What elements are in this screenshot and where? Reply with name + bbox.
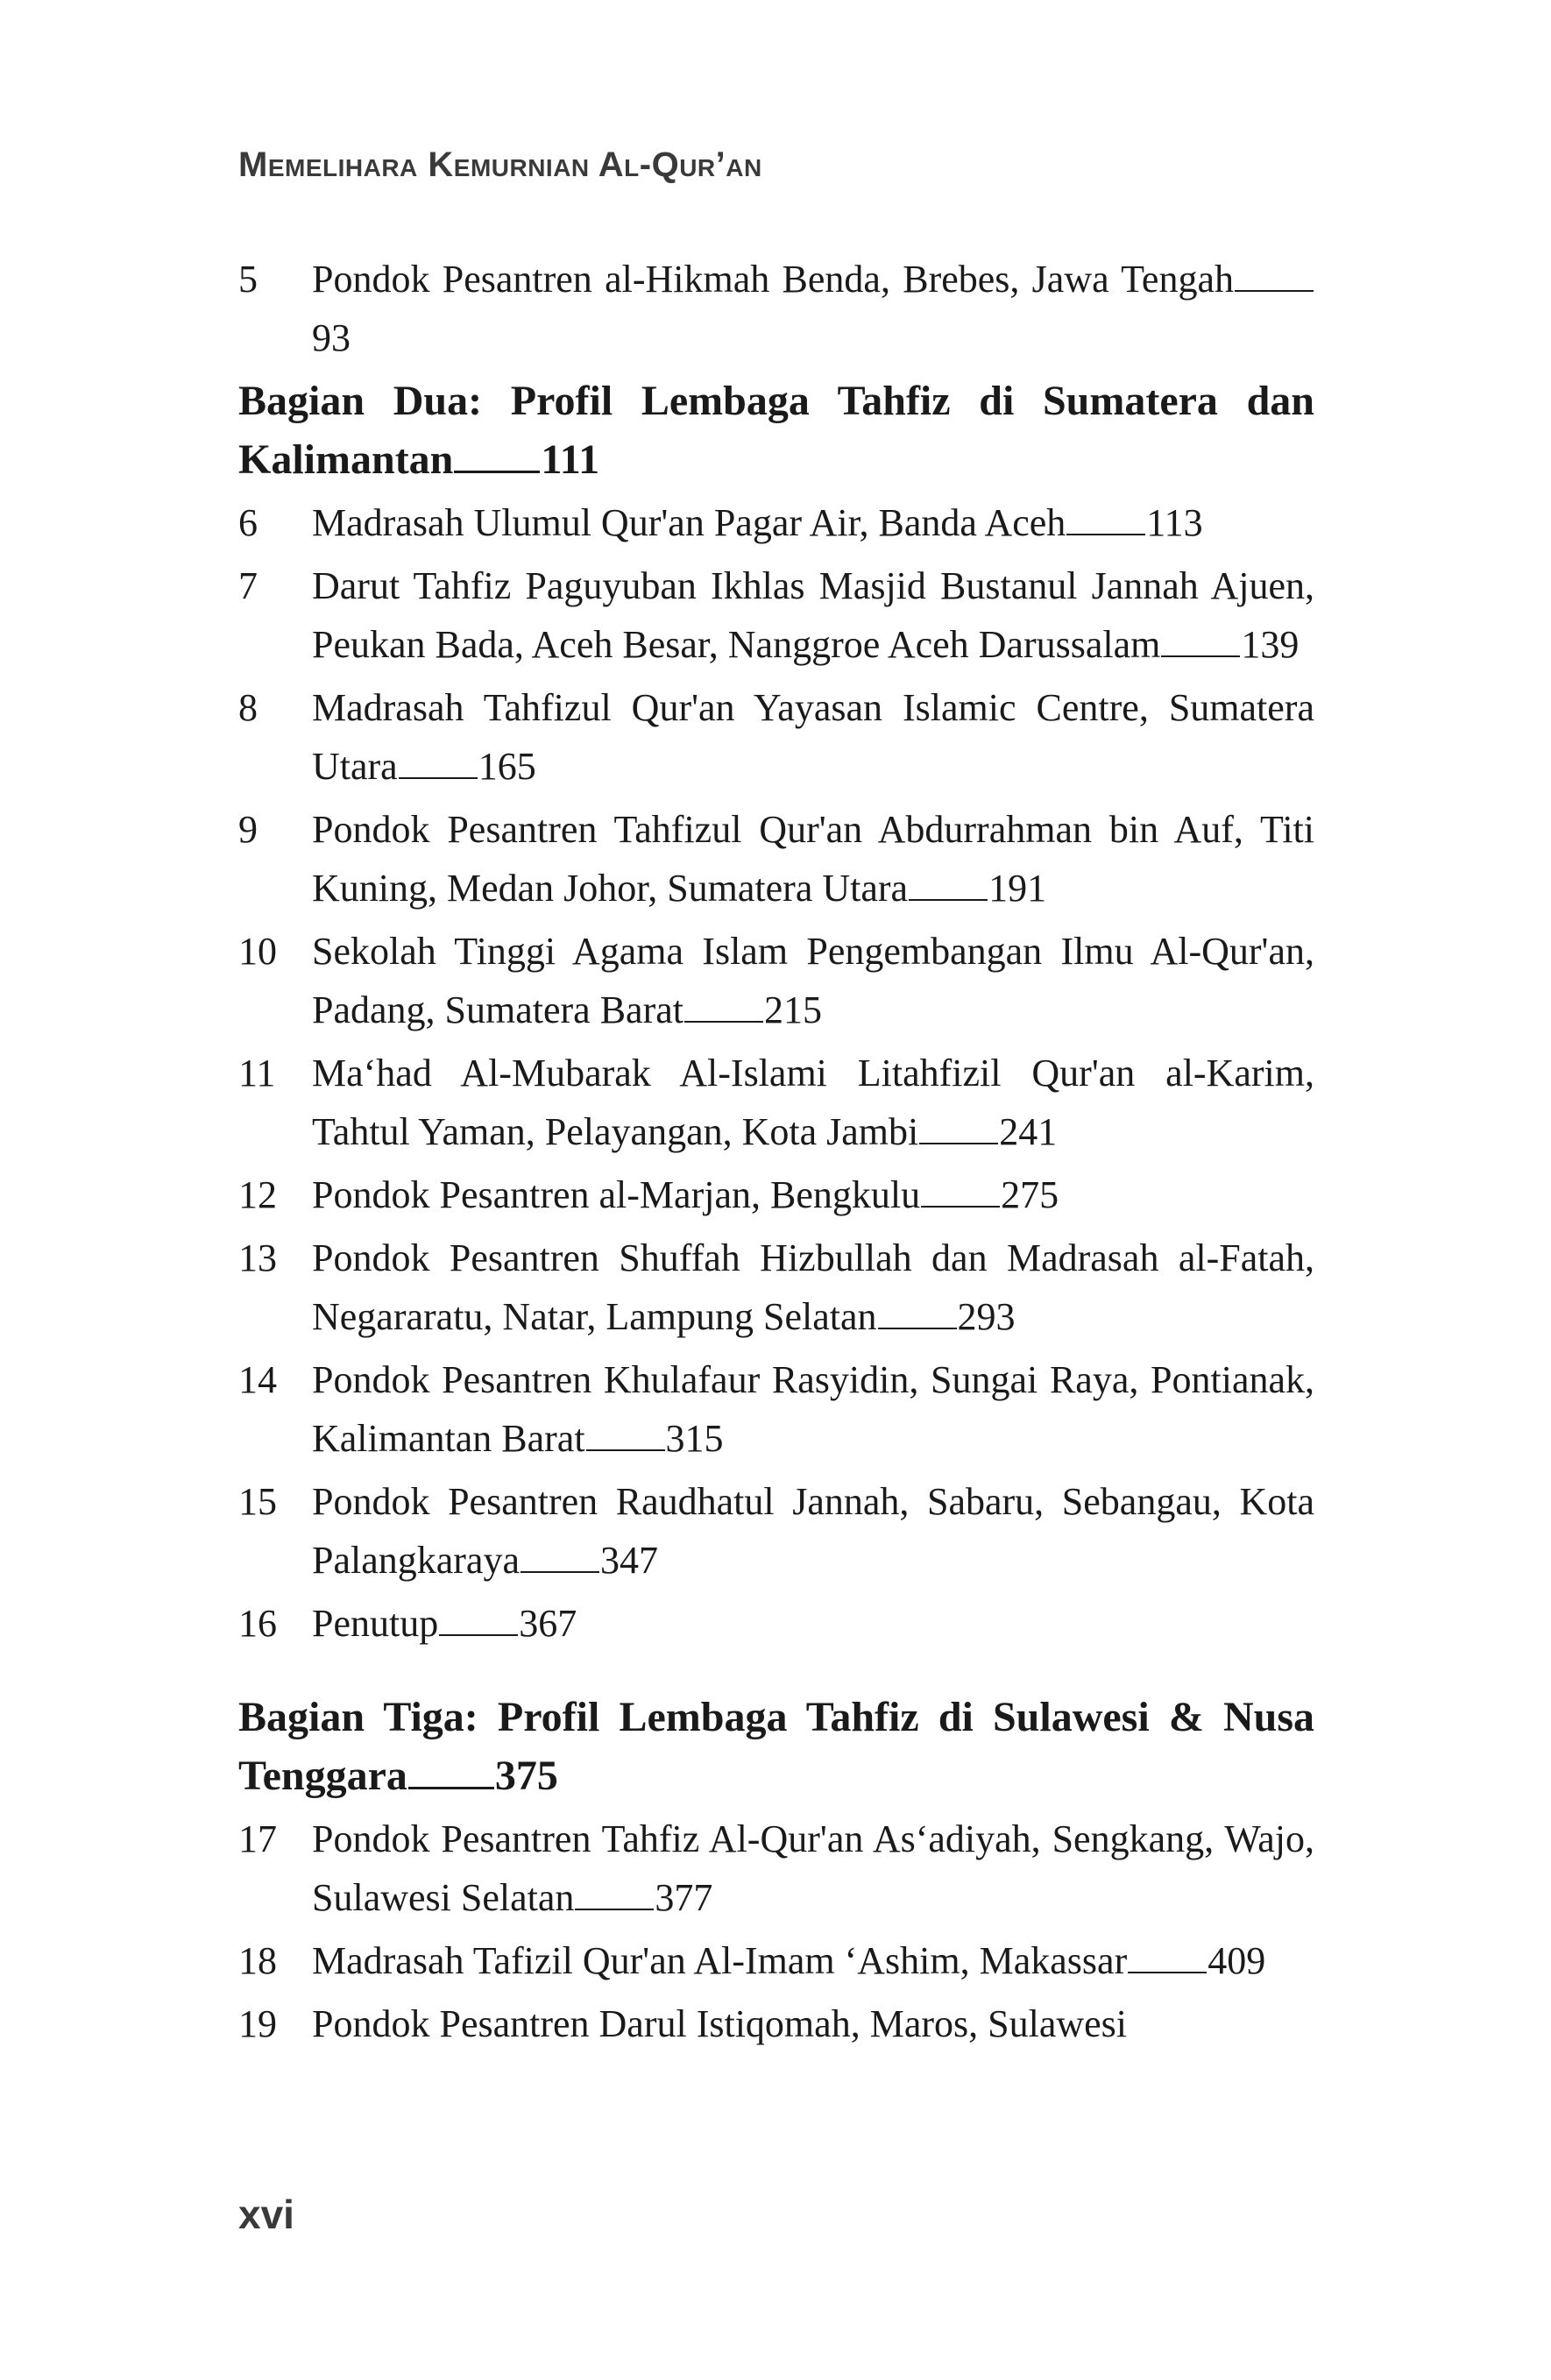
toc-entry-text: [312, 1810, 1314, 1927]
toc-entry-number: 12: [238, 1173, 277, 1216]
leader-line: [919, 1142, 998, 1144]
toc-entry-number: 5: [238, 258, 258, 301]
section-heading-title: Bagian Dua: Profil Lembaga Tahfiz di Sumatera dan Kalimantan: [238, 378, 1314, 483]
toc-entry-text: [312, 1229, 1314, 1346]
leader-line: [575, 1908, 654, 1910]
toc-entry: [238, 1994, 1314, 2053]
leader-line: [1066, 533, 1145, 535]
leader-line: [1161, 655, 1240, 657]
leader-line: [408, 1786, 494, 1789]
toc-entry: [238, 800, 1314, 917]
toc-entry-number: 15: [238, 1480, 277, 1523]
toc-entry-title: Darut Tahfiz Paguyuban Ikhlas Masjid Bustanul Jannah Ajuen, Peukan Bada, Aceh Besar, Nanggroe Aceh Darussalam: [312, 564, 1314, 666]
leader-line: [1128, 1971, 1207, 1973]
toc-entry-number: 8: [238, 686, 258, 729]
toc-entry-text: [312, 678, 1314, 796]
leader-line: [439, 1633, 518, 1636]
toc-entry-number: 17: [238, 1817, 277, 1860]
toc-entry-title: Pondok Pesantren Tahfizul Qur'an Abdurrahman bin Auf, Titi Kuning, Medan Johor, Sumatera Utara: [312, 808, 1314, 910]
toc-entry-title: Pondok Pesantren Shuffah Hizbullah dan Madrasah al-Fatah, Negararatu, Natar, Lampung Selatan: [312, 1236, 1314, 1338]
toc-entry-number: 19: [238, 2002, 277, 2045]
table-of-contents: [238, 250, 1314, 2058]
toc-entry-title: Madrasah Tafizil Qur'an Al-Imam ‘Ashim, Makassar: [312, 1939, 1128, 1982]
toc-entry-page: 241: [999, 1110, 1058, 1153]
leader-line: [878, 1327, 957, 1329]
toc-entry: [238, 493, 1314, 552]
toc-entry-number: 6: [238, 501, 258, 544]
toc-entry: [238, 1350, 1314, 1468]
running-header: Memelihara Kemurnian Al-Qur’an: [238, 145, 762, 184]
toc-entry-text: [312, 800, 1314, 917]
toc-entry-number: 11: [238, 1052, 276, 1094]
toc-entry-text: [312, 1350, 1314, 1468]
section-heading-title: Bagian Tiga: Profil Lembaga Tahfiz di Sulawesi & Nusa Tenggara: [238, 1694, 1314, 1799]
toc-entry: [238, 922, 1314, 1039]
toc-entry-title: Madrasah Ulumul Qur'an Pagar Air, Banda Aceh: [312, 501, 1066, 544]
leader-line: [1235, 289, 1314, 292]
toc-entry-text: [312, 1165, 1314, 1224]
toc-entry: [238, 1229, 1314, 1346]
toc-entry-text: [312, 922, 1314, 1039]
toc-entry-page: 93: [312, 316, 351, 359]
toc-entry-page: 275: [1001, 1173, 1059, 1216]
toc-entry-page: 367: [519, 1602, 577, 1645]
toc-entry-page: 139: [1241, 623, 1300, 666]
toc-entry-page: 215: [763, 988, 822, 1031]
toc-entry: [238, 1931, 1314, 1990]
toc-entry-text: [312, 1594, 1314, 1653]
toc-entry-title: Sekolah Tinggi Agama Islam Pengembangan Ilmu Al-Qur'an, Padang, Sumatera Barat: [312, 930, 1314, 1031]
toc-entry-title: Pondok Pesantren Khulafaur Rasyidin, Sungai Raya, Pontianak, Kalimantan Barat: [312, 1358, 1314, 1460]
toc-entry-text: [312, 493, 1314, 552]
section-heading-page: 375: [494, 1753, 558, 1799]
toc-entry: [238, 1594, 1314, 1653]
toc-entry-title: Penutup: [312, 1602, 439, 1645]
leader-line: [454, 470, 540, 473]
toc-entry: [238, 1472, 1314, 1590]
toc-entry: [238, 1810, 1314, 1927]
toc-entry-text: [312, 1472, 1314, 1590]
toc-entry-page: 191: [988, 867, 1047, 910]
leader-line: [586, 1449, 665, 1451]
toc-entry-number: 16: [238, 1602, 277, 1645]
toc-entry-number: 14: [238, 1358, 277, 1401]
leader-line: [921, 1205, 1000, 1208]
section-heading: [238, 1688, 1314, 1805]
section-heading-page: 111: [541, 436, 600, 483]
toc-entry: [238, 556, 1314, 674]
toc-entry-number: 10: [238, 930, 277, 973]
toc-entry-page: 315: [665, 1417, 724, 1460]
leader-line: [521, 1570, 599, 1573]
toc-entry-title: Pondok Pesantren Raudhatul Jannah, Sabaru, Sebangau, Kota Palangkaraya: [312, 1480, 1314, 1582]
toc-entry-page: 165: [478, 745, 536, 788]
toc-entry-text: [312, 1044, 1314, 1161]
toc-entry-page: 377: [655, 1876, 713, 1919]
toc-entry-title: Ma‘had Al-Mubarak Al-Islami Litahfizil Qur'an al-Karim, Tahtul Yaman, Pelayangan, Kota Jambi: [312, 1052, 1314, 1153]
toc-entry-number: 9: [238, 808, 258, 851]
section-heading: [238, 372, 1314, 489]
toc-entry-text: [312, 556, 1314, 674]
toc-entry-number: 18: [238, 1939, 277, 1982]
toc-entry-page: 113: [1146, 501, 1203, 544]
toc-entry-title: Madrasah Tahfizul Qur'an Yayasan Islamic Centre, Sumatera Utara: [312, 686, 1314, 788]
toc-entry-title: Pondok Pesantren al-Hikmah Benda, Brebes, Jawa Tengah: [312, 258, 1234, 301]
toc-entry-text: [312, 250, 1314, 367]
toc-entry-text: [312, 1994, 1314, 2053]
toc-entry: [238, 678, 1314, 796]
toc-entry-text: [312, 1931, 1314, 1990]
toc-entry: [238, 1165, 1314, 1224]
toc-entry: [238, 250, 1314, 367]
page-folio: xvi: [238, 2192, 294, 2237]
leader-line: [684, 1020, 763, 1023]
toc-entry-number: 13: [238, 1236, 277, 1279]
toc-entry-title: Pondok Pesantren Tahfiz Al-Qur'an As‘adiyah, Sengkang, Wajo, Sulawesi Selatan: [312, 1817, 1314, 1919]
toc-entry-page: 409: [1208, 1939, 1266, 1982]
leader-line: [909, 898, 988, 901]
toc-entry-number: 7: [238, 564, 258, 607]
toc-entry-page: 293: [957, 1295, 1016, 1338]
toc-entry-title: Pondok Pesantren al-Marjan, Bengkulu: [312, 1173, 921, 1216]
toc-entry-page: 347: [600, 1539, 658, 1582]
toc-entry: [238, 1044, 1314, 1161]
leader-line: [399, 776, 478, 779]
toc-entry-title: Pondok Pesantren Darul Istiqomah, Maros, Sulawesi: [312, 2002, 1127, 2045]
